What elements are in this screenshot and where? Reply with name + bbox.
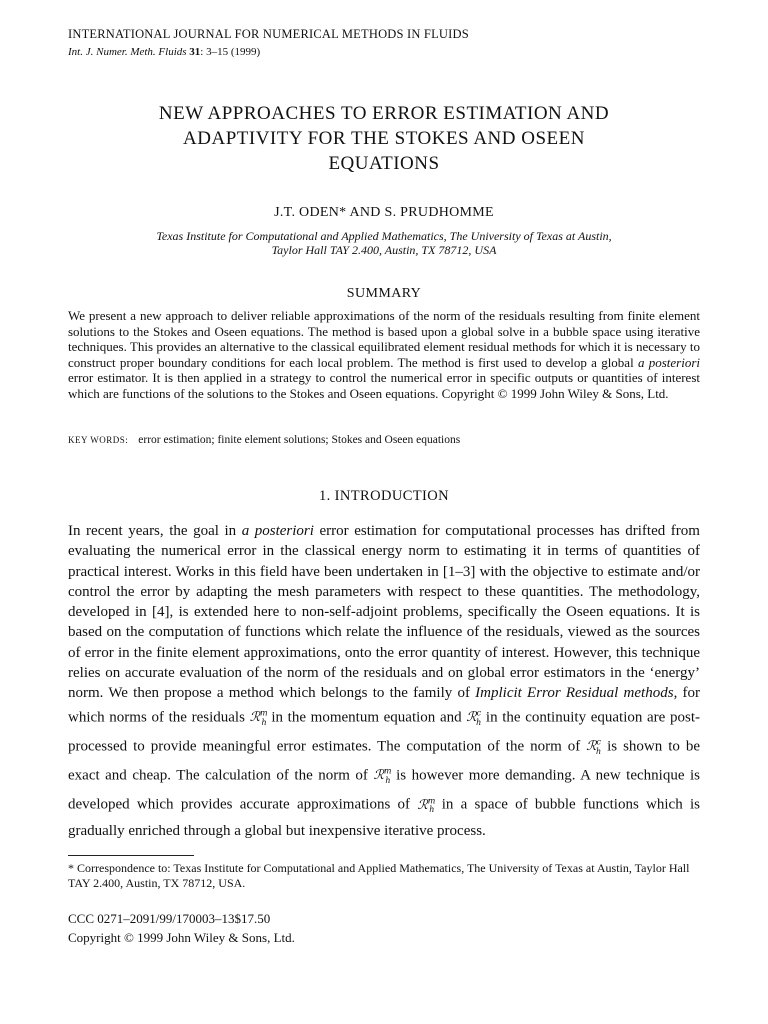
residual-momentum-symbol: ℛ$^m_h$ (417, 796, 436, 815)
intro-text-6: is shown to be exact and cheap. The calculation of the norm of (68, 738, 700, 784)
intro-italic-2: Implicit Error Residual methods (475, 685, 674, 702)
intro-text-2: error estimation for computational processes has drifted from evaluating the numerical error in the classical energy norm to estimating it in terms of quantities of practical interest. Works in this field have been undertaken in [1–3] with the objective to estimate and/or control the error by adapting the mesh parameters with respect to these quantities. The methodology, developed in [4], is extended here to non-self-adjoint problems, specifically the Oseen equations. It is based on the computation of functions which relate the influence of the residuals, viewed as the sources of error in the finite element approximations, onto the error quantity of interest. However, this technique relies on accurate evaluation of the norm of the residuals and on global error estimators in the ‘energy’ norm. We then propose a method which belongs to the family of (68, 523, 700, 702)
summary-part-2: error estimator. It is then applied in a strategy to control the numerical error in specific outputs or quantities of interest which are functions of the solutions to the Stokes and Oseen equations. Copyright © 1999 John Wiley & Sons, Ltd. (68, 370, 700, 401)
summary-text (68, 308, 700, 402)
intro-text-3: , for which norms of the residuals (68, 685, 701, 725)
title-line-1: NEW APPROACHES TO ERROR ESTIMATION AND (158, 103, 610, 124)
journal-name: INTERNATIONAL JOURNAL FOR NUMERICAL METHODS IN FLUIDS (68, 27, 469, 41)
residual-continuity-symbol: ℛ$^c_h$ (586, 737, 602, 756)
title-line-2: ADAPTIVITY FOR THE STOKES AND OSEEN (183, 128, 585, 149)
introduction-paragraph (68, 521, 700, 841)
intro-text-8: in a space of bubble functions which is gradually enriched through a global but inexpensive iterative process. (68, 796, 700, 839)
residual-momentum-symbol: ℛ$^m_h$ (373, 767, 392, 786)
authors: J.T. ODEN* AND S. PRUDHOMME (274, 205, 494, 220)
intro-text-1: In recent years, the goal in (68, 523, 242, 539)
keywords (68, 434, 700, 446)
journal-citation (68, 46, 260, 58)
correspondence-footnote: * Correspondence to: Texas Institute for Computational and Applied Mathematics, The University of Texas at Austin, Taylor Hall TAY 2.400, Austin, TX 78712, USA. (68, 861, 690, 890)
affiliation (68, 229, 700, 257)
copyright: Copyright © 1999 John Wiley & Sons, Ltd. (68, 930, 295, 945)
keywords-text: error estimation; finite element solutions; Stokes and Oseen equations (138, 434, 461, 446)
summary-part-1: We present a new approach to deliver reliable approximations of the norm of the residuals resulting from finite element solutions to the Stokes and Oseen equations. The method is based upon a global solve in a bubble space using iterative techniques. This provides an alternative to the classical equilibrated element residual methods for which it is necessary to construct proper boundary conditions for each local problem. The method is first used to develop a global (68, 308, 700, 370)
residual-momentum-symbol: ℛ$^m_h$ (249, 708, 268, 727)
intro-italic-1: a posteriori (241, 523, 314, 539)
keywords-label: KEY WORDS: (68, 435, 129, 445)
citation-volume: 31 (189, 46, 201, 58)
residual-continuity-symbol: ℛ$^c_h$ (466, 708, 482, 727)
intro-text-4: in the momentum equation and (266, 709, 467, 725)
summary-heading: SUMMARY (346, 286, 422, 301)
citation-prefix: Int. J. Numer. Meth. Fluids (68, 46, 190, 58)
intro-text-5: in the continuity equation are post-processed to provide meaningful error estimates. The computation of the norm of (68, 709, 700, 755)
summary-italic: a posteriori (637, 354, 700, 370)
ccc-code: CCC 0271–2091/99/170003–13$17.50 (68, 911, 271, 926)
affiliation-line-2: Taylor Hall TAY 2.400, Austin, TX 78712, USA (271, 243, 497, 257)
intro-text-7: is however more demanding. A new technique is developed which provides accurate approximations of (68, 767, 700, 813)
title-line-3: EQUATIONS (328, 153, 440, 174)
paper-title (68, 101, 700, 176)
footnote-rule (68, 855, 194, 856)
section-heading-introduction: 1. INTRODUCTION (318, 488, 450, 504)
citation-pages: : 3–15 (1999) (200, 46, 261, 58)
affiliation-line-1: Texas Institute for Computational and Applied Mathematics, The University of Texas at Austin, (156, 229, 612, 243)
